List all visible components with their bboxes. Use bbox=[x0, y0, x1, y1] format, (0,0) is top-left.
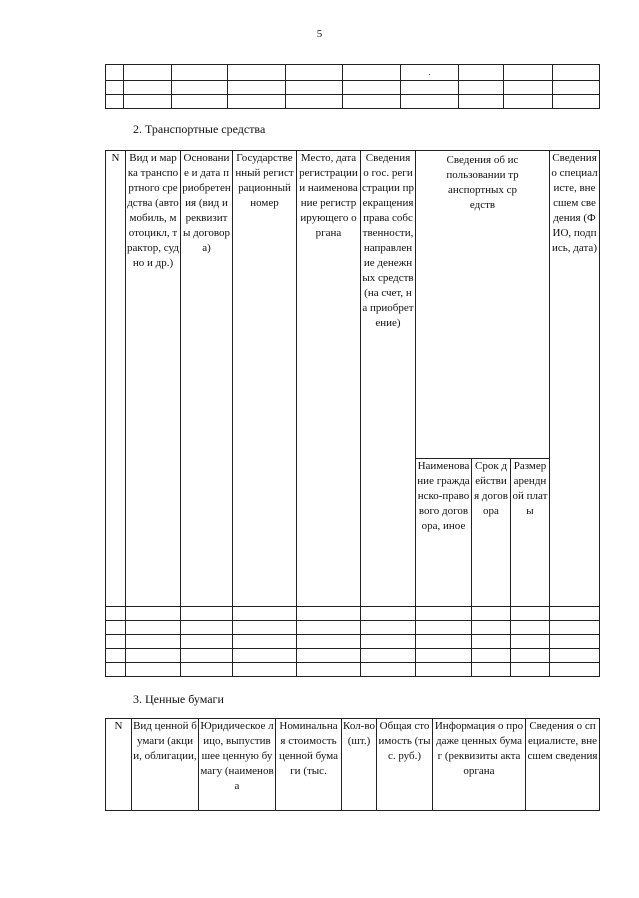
section-title-securities: 3. Ценные бумаги bbox=[133, 692, 224, 706]
header-specialist: Сведения о специалисте, внесшем сведения bbox=[526, 719, 600, 811]
table-cell bbox=[361, 621, 416, 635]
table-cell bbox=[106, 649, 126, 663]
header-nominal-value: Номинальная стоимость ценной бумаги (тыс. bbox=[276, 719, 342, 811]
section-title-vehicles: 2. Транспортные средства bbox=[133, 122, 266, 136]
table-cell bbox=[297, 663, 361, 677]
table-cell bbox=[126, 607, 181, 621]
table-cell bbox=[343, 95, 401, 109]
table-cell bbox=[401, 81, 459, 95]
table-cell bbox=[228, 65, 286, 81]
table-cell bbox=[511, 621, 550, 635]
subheader-contract-name: Наименование гражданско-правового договора, иное bbox=[416, 459, 472, 607]
table-cell bbox=[511, 635, 550, 649]
table-cell bbox=[361, 607, 416, 621]
table-cell bbox=[297, 635, 361, 649]
table-cell bbox=[124, 81, 172, 95]
table-cell bbox=[343, 65, 401, 81]
table-cell bbox=[228, 81, 286, 95]
table-cell bbox=[416, 607, 472, 621]
table-cell bbox=[401, 65, 459, 81]
table-cell bbox=[124, 95, 172, 109]
table-cell bbox=[126, 649, 181, 663]
table-cell bbox=[106, 81, 124, 95]
table-cell bbox=[472, 663, 511, 677]
table-cell bbox=[106, 95, 124, 109]
table-cell bbox=[172, 65, 228, 81]
table-cell bbox=[233, 607, 297, 621]
table-cell bbox=[106, 607, 126, 621]
header-usage-info: Сведения об использовании транспортных средств bbox=[416, 151, 550, 459]
table-cell bbox=[181, 607, 233, 621]
table-cell bbox=[286, 81, 343, 95]
table-cell bbox=[124, 65, 172, 81]
table-cell bbox=[504, 95, 553, 109]
securities-table bbox=[105, 718, 600, 811]
table-cell bbox=[233, 621, 297, 635]
table-cell bbox=[126, 663, 181, 677]
header-total-value: Общая стоимость (тыс. руб.) bbox=[377, 719, 433, 811]
table-cell bbox=[297, 649, 361, 663]
table-cell bbox=[472, 621, 511, 635]
table-cell bbox=[361, 649, 416, 663]
table-cell bbox=[228, 95, 286, 109]
table-cell bbox=[550, 649, 600, 663]
header-sale-info: Информация о продаже ценных бумаг (реквизиты акта органа bbox=[433, 719, 526, 811]
table-cell bbox=[459, 65, 504, 81]
page-number: 5 bbox=[316, 28, 323, 40]
header-specialist: Сведения о специалисте, внесшем сведения (ФИО, подпись, дата) bbox=[550, 151, 600, 607]
table-cell bbox=[106, 65, 124, 81]
table-cell bbox=[126, 621, 181, 635]
table-cell bbox=[106, 621, 126, 635]
header-acquisition-basis: Основание и дата приобретения (вид и реквизиты договора) bbox=[181, 151, 233, 607]
table-cell bbox=[401, 95, 459, 109]
table-cell bbox=[286, 95, 343, 109]
header-number: N bbox=[106, 151, 126, 607]
table-cell bbox=[233, 663, 297, 677]
header-termination-info: Сведения о гос. регистрации прекращения права собственности, направление денежных средств (на счет, на приобретение) bbox=[361, 151, 416, 607]
vehicles-table bbox=[105, 150, 600, 677]
header-registration-number: Государственный регистрационный номер bbox=[233, 151, 297, 607]
table-cell bbox=[181, 635, 233, 649]
stray-mark: . bbox=[428, 68, 431, 77]
table-cell bbox=[181, 621, 233, 635]
table-cell bbox=[504, 65, 553, 81]
header-number: N bbox=[106, 719, 132, 811]
subheader-contract-term: Срок действия договора bbox=[472, 459, 511, 607]
table-cell bbox=[511, 663, 550, 677]
table-cell bbox=[553, 81, 600, 95]
table-cell bbox=[172, 81, 228, 95]
table-cell bbox=[553, 95, 600, 109]
table-cell bbox=[472, 635, 511, 649]
table-cell bbox=[233, 635, 297, 649]
table-cell bbox=[416, 635, 472, 649]
table-cell bbox=[181, 663, 233, 677]
table-cell bbox=[416, 621, 472, 635]
table-cell bbox=[416, 663, 472, 677]
header-registration-place: Место, дата регистрации и наименование регистрирующего органа bbox=[297, 151, 361, 607]
table-cell bbox=[361, 635, 416, 649]
table-cell bbox=[550, 635, 600, 649]
table-cell bbox=[172, 95, 228, 109]
table-cell bbox=[181, 649, 233, 663]
table-cell bbox=[511, 649, 550, 663]
header-issuer: Юридическое лицо, выпустившее ценную бумагу (наименова bbox=[199, 719, 276, 811]
table-cell bbox=[504, 81, 553, 95]
top-table bbox=[105, 64, 600, 109]
table-cell bbox=[459, 95, 504, 109]
subheader-rent-amount: Размер арендной платы bbox=[511, 459, 550, 607]
header-security-type: Вид ценной бумаги (акции, облигации, bbox=[132, 719, 199, 811]
table-cell bbox=[550, 663, 600, 677]
table-cell bbox=[511, 607, 550, 621]
table-cell bbox=[297, 621, 361, 635]
table-cell bbox=[550, 607, 600, 621]
table-cell bbox=[286, 65, 343, 81]
table-cell bbox=[459, 81, 504, 95]
table-cell bbox=[343, 81, 401, 95]
table-cell bbox=[416, 649, 472, 663]
table-cell bbox=[106, 663, 126, 677]
table-cell bbox=[361, 663, 416, 677]
table-cell bbox=[550, 621, 600, 635]
table-cell bbox=[297, 607, 361, 621]
table-cell bbox=[233, 649, 297, 663]
table-cell bbox=[472, 649, 511, 663]
table-cell bbox=[553, 65, 600, 81]
table-cell bbox=[126, 635, 181, 649]
table-cell bbox=[106, 635, 126, 649]
header-vehicle-type: Вид и марка транспортного средства (автомобиль, мотоцикл, трактор, судно и др.) bbox=[126, 151, 181, 607]
header-quantity: Кол-во (шт.) bbox=[342, 719, 377, 811]
table-cell bbox=[472, 607, 511, 621]
